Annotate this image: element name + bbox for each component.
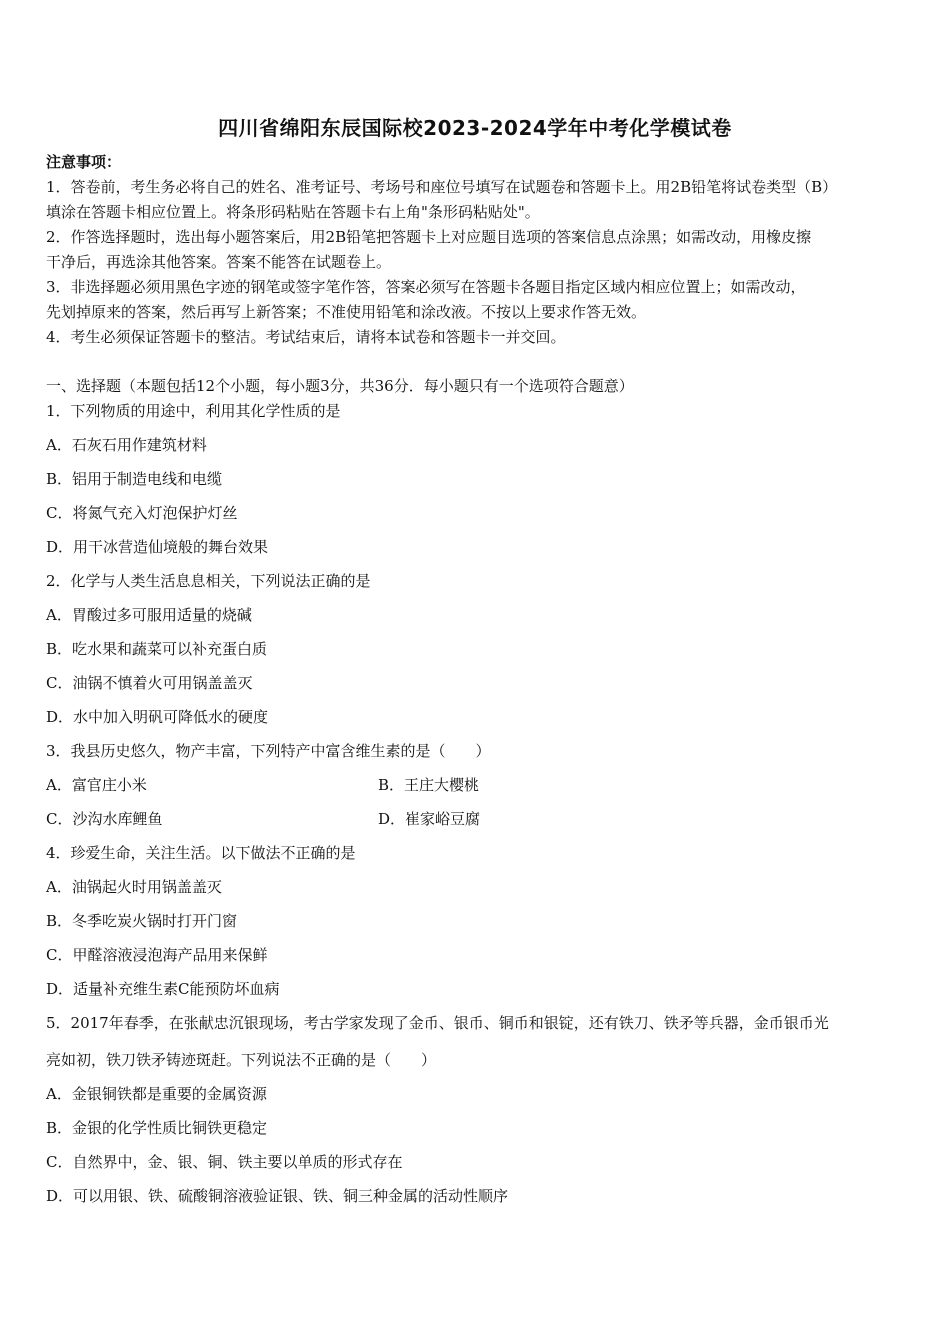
notice-line: 先划掉原来的答案，然后再写上新答案；不准使用铅笔和涂改液。不按以上要求作答无效。 bbox=[46, 303, 647, 321]
question-option: D．可以用银、铁、硫酸铜溶液验证银、铁、铜三种金属的活动性顺序 bbox=[46, 1187, 509, 1205]
question-option: D．崔家峪豆腐 bbox=[378, 810, 481, 828]
notice-line: 2．作答选择题时，选出每小题答案后，用2B铅笔把答题卡上对应题目选项的答案信息点涂黑；如需改动，用橡皮擦 bbox=[46, 228, 812, 246]
question-stem: 5．2017年春季，在张献忠沉银现场，考古学家发现了金币、银币、铜币和银锭，还有铁刀、铁矛等兵器，金币银币光 bbox=[46, 1014, 829, 1032]
question-option: B．王庄大樱桃 bbox=[378, 776, 480, 794]
question-option: A．胃酸过多可服用适量的烧碱 bbox=[46, 606, 252, 624]
question-option: B．铝用于制造电线和电缆 bbox=[46, 470, 223, 488]
question-option: A．油锅起火时用锅盖盖灭 bbox=[46, 878, 222, 896]
notice-line: 填涂在答题卡相应位置上。将条形码粘贴在答题卡右上角"条形码粘贴处"。 bbox=[46, 203, 540, 221]
section-heading: 一、选择题（本题包括12个小题，每小题3分，共36分．每小题只有一个选项符合题意） bbox=[46, 377, 634, 395]
question-option: D．水中加入明矾可降低水的硬度 bbox=[46, 708, 269, 726]
notice-label: 注意事项： bbox=[46, 153, 122, 171]
notice-line: 1．答卷前，考生务必将自己的姓名、准考证号、考场号和座位号填写在试题卷和答题卡上。用2B铅笔将试卷类型（B） bbox=[46, 178, 838, 196]
question-option: C．自然界中，金、银、铜、铁主要以单质的形式存在 bbox=[46, 1153, 403, 1171]
question-stem: 2．化学与人类生活息息相关，下列说法正确的是 bbox=[46, 572, 371, 590]
question-option: A．富官庄小米 bbox=[46, 776, 147, 794]
question-stem-continued: 亮如初，铁刀铁矛铸迹斑赶。下列说法不正确的是（ ） bbox=[46, 1051, 437, 1069]
question-stem: 3．我县历史悠久，物产丰富，下列特产中富含维生素的是（ ） bbox=[46, 742, 491, 760]
question-stem: 1．下列物质的用途中，利用其化学性质的是 bbox=[46, 402, 341, 420]
question-option: B．金银的化学性质比铜铁更稳定 bbox=[46, 1119, 268, 1137]
notice-line: 干净后，再选涂其他答案。答案不能答在试题卷上。 bbox=[46, 253, 392, 271]
question-option: A．石灰石用作建筑材料 bbox=[46, 436, 207, 454]
question-option: C．沙沟水库鲤鱼 bbox=[46, 810, 163, 828]
question-option: B．冬季吃炭火锅时打开门窗 bbox=[46, 912, 238, 930]
question-option: B．吃水果和蔬菜可以补充蛋白质 bbox=[46, 640, 268, 658]
question-option: C．将氮气充入灯泡保护灯丝 bbox=[46, 504, 238, 522]
question-stem: 4．珍爱生命，关注生活。以下做法不正确的是 bbox=[46, 844, 356, 862]
question-option: C．油锅不慎着火可用锅盖盖灭 bbox=[46, 674, 253, 692]
exam-title: 四川省绵阳东辰国际校2023-2024学年中考化学模试卷 bbox=[218, 116, 732, 140]
question-option: A．金银铜铁都是重要的金属资源 bbox=[46, 1085, 267, 1103]
question-option: C．甲醛溶液浸泡海产品用来保鲜 bbox=[46, 946, 268, 964]
question-option: D．适量补充维生素C能预防坏血病 bbox=[46, 980, 280, 998]
question-option: D．用干冰营造仙境般的舞台效果 bbox=[46, 538, 269, 556]
notice-line: 4．考生必须保证答题卡的整洁。考试结束后，请将本试卷和答题卡一并交回。 bbox=[46, 328, 566, 346]
notice-line: 3．非选择题必须用黑色字迹的钢笔或签字笔作答，答案必须写在答题卡各题目指定区域内相应位置上；如需改动， bbox=[46, 278, 806, 296]
